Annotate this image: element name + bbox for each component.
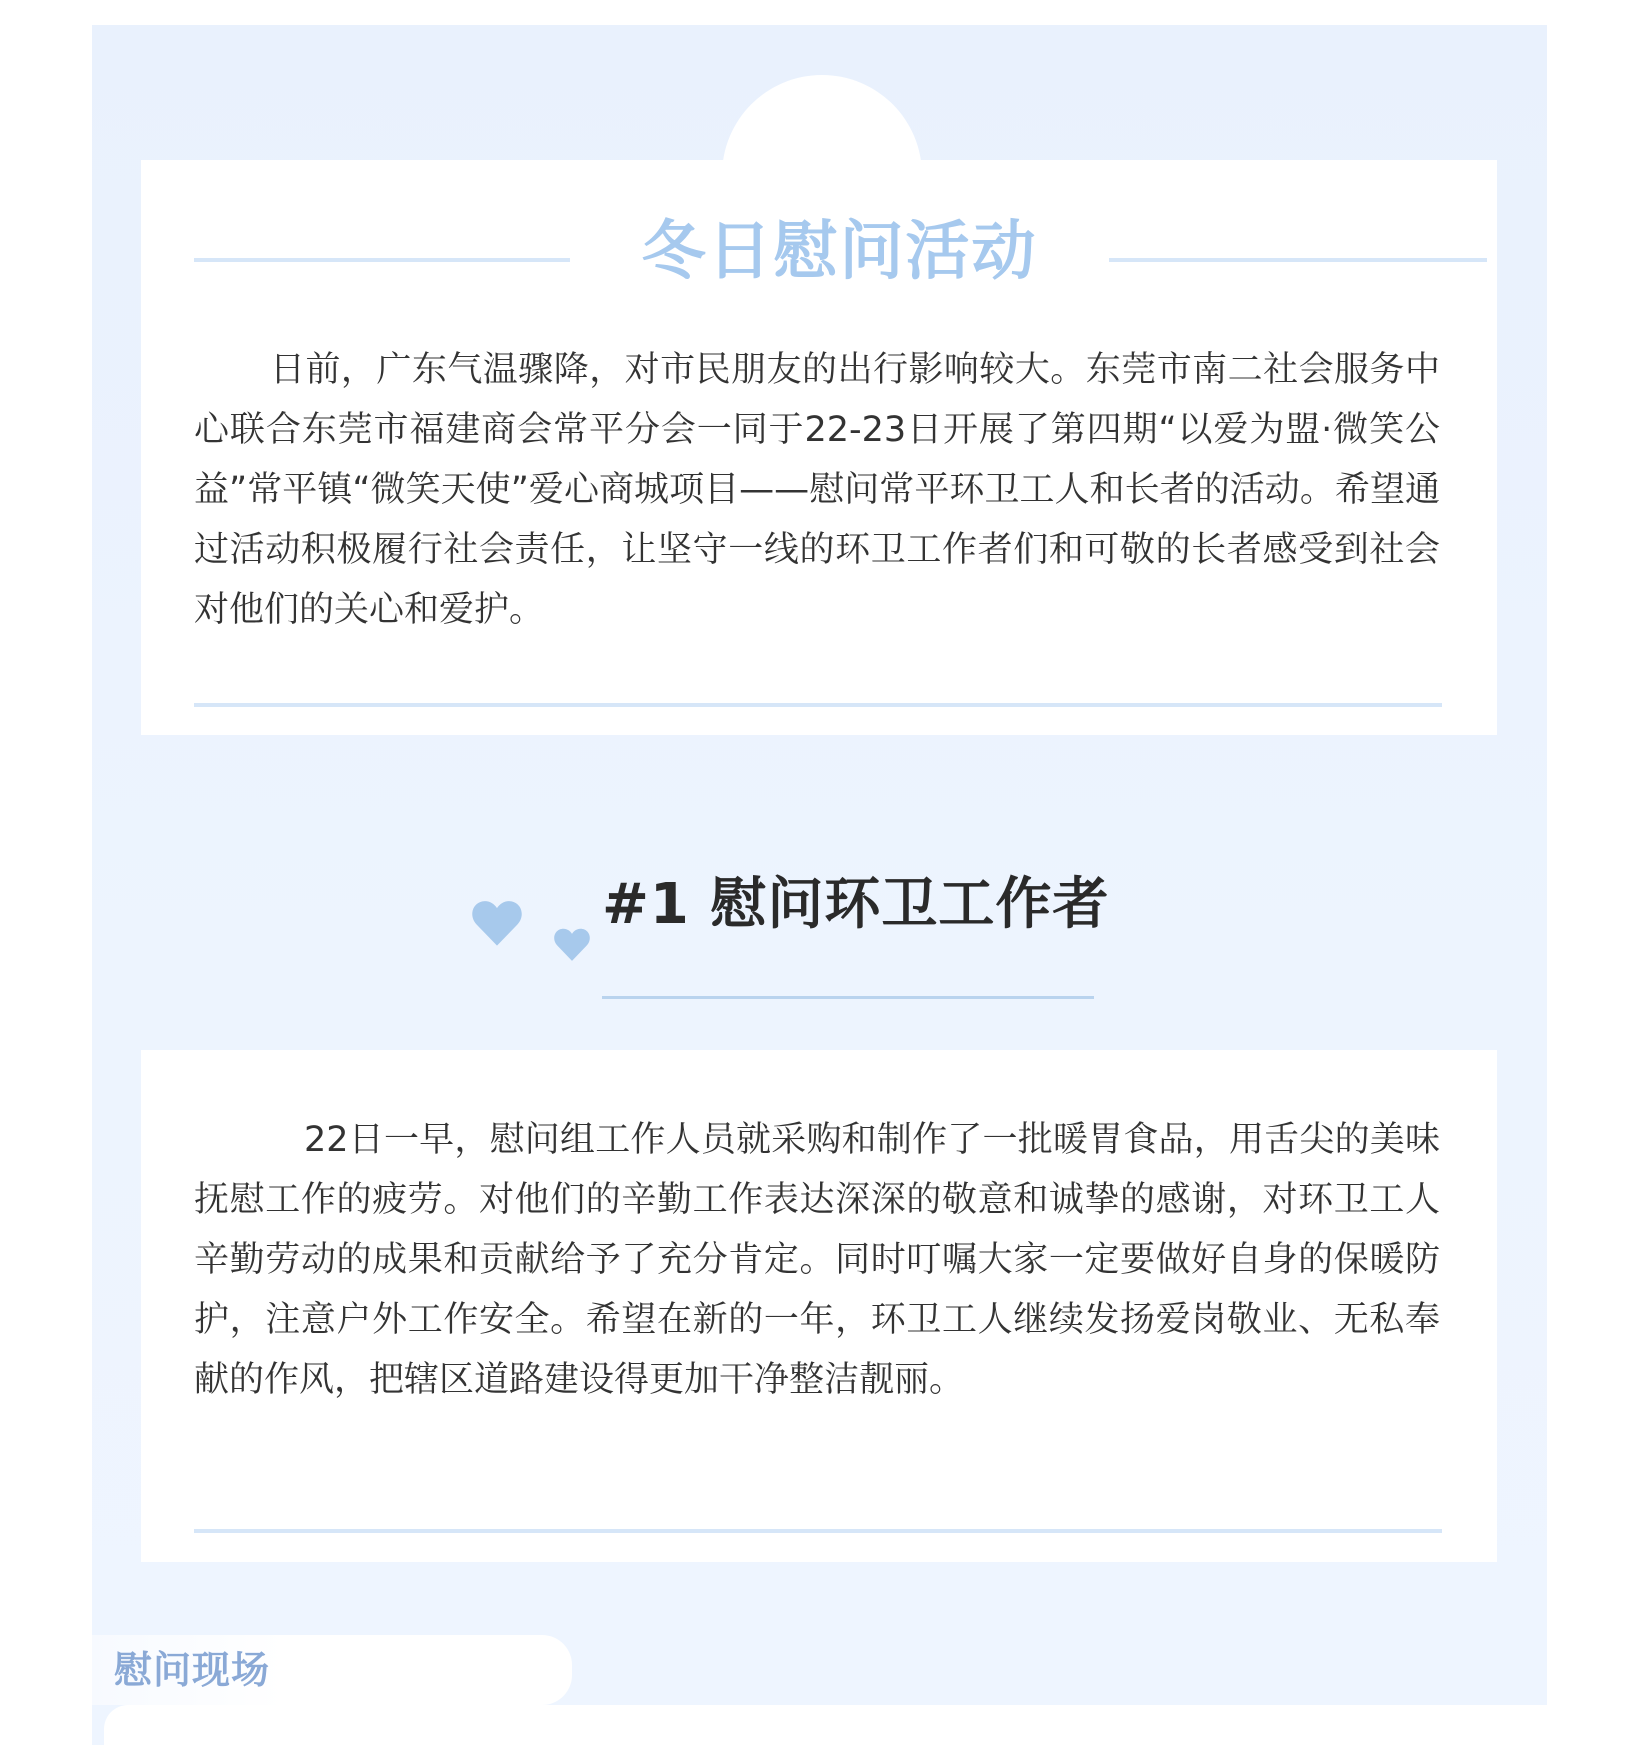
section-title: #1 慰问环卫工作者	[602, 872, 1110, 937]
section-heading	[472, 870, 1172, 1000]
sanitation-bottom-divider	[194, 1529, 1442, 1533]
article-background	[92, 25, 1547, 1745]
section-underline	[602, 996, 1094, 999]
title-divider-left	[194, 258, 570, 262]
scene-tab-label: 慰问现场	[114, 1648, 271, 1692]
intro-bottom-divider	[194, 703, 1442, 707]
intro-card	[141, 160, 1497, 735]
intro-title: 冬日慰问活动	[641, 215, 1038, 289]
intro-paragraph: 日前，广东气温骤降，对市民朋友的出行影响较大。东莞市南二社会服务中心联合东莞市福建商会常平分会一同于22-23日开展了第四期“以爱为盟·微笑公益”常平镇“微笑天使”爱心商城项目——慰问常平环卫工人和长者的活动。希望通过活动积极履行社会责任，让坚守一线的环卫工作者们和可敬的长者感受到社会对他们的关心和爱护。	[194, 350, 1440, 630]
scene-panel	[104, 1705, 1547, 1745]
heart-icon	[472, 900, 522, 946]
title-divider-right	[1109, 258, 1487, 262]
heart-icon	[554, 928, 590, 961]
intro-title-row	[141, 190, 1497, 289]
sanitation-paragraph: 22日一早，慰问组工作人员就采购和制作了一批暖胃食品，用舌尖的美味抚慰工作的疲劳。对他们的辛勤工作表达深深的敬意和诚挚的感谢，对环卫工人辛勤劳动的成果和贡献给予了充分肯定。同时叮嘱大家一定要做好自身的保暖防护，注意户外工作安全。希望在新的一年，环卫工人继续发扬爱岗敬业、无私奉献的作风，把辖区道路建设得更加干净整洁靓丽。	[194, 1120, 1440, 1400]
scene-tab	[92, 1635, 572, 1705]
sanitation-card	[141, 1050, 1497, 1562]
